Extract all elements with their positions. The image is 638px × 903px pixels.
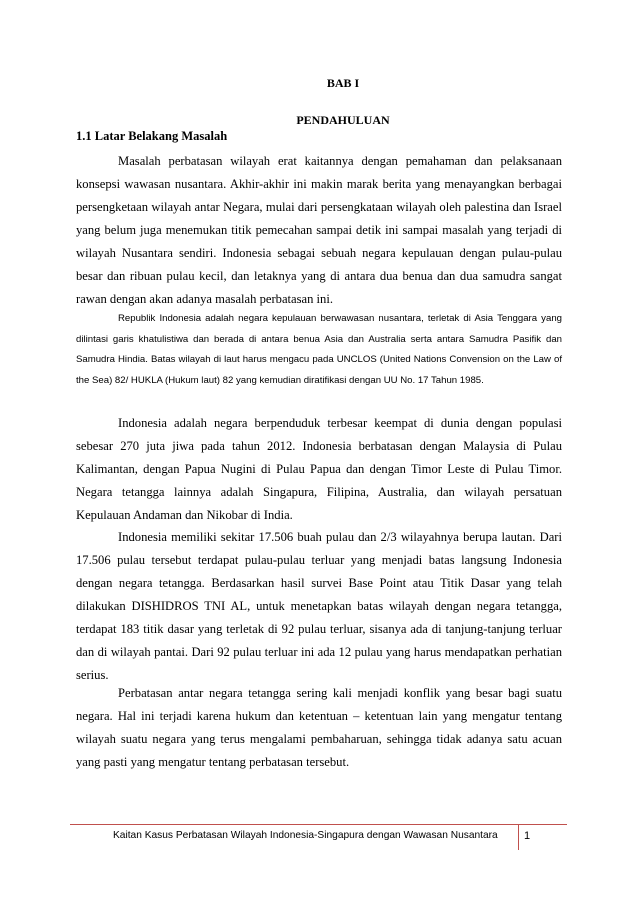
footer-title: Kaitan Kasus Perbatasan Wilayah Indonesia-Singapura dengan Wawasan Nusantara xyxy=(113,830,498,841)
paragraph-4: Indonesia memiliki sekitar 17.506 buah pulau dan 2/3 wilayahnya berupa lautan. Dari 17.506 pulau tersebut terdapat pulau-pulau terluar yang menjadi batas langsung Indonesia dengan negara tetangga. Berdasarkan hasil survei Base Point atau Titik Dasar yang telah dilakukan DISHIDROS TNI AL, untuk menetapkan batas wilayah dengan negara tetangga, terdapat 183 titik dasar yang terletak di 92 pulau terluar, sisanya ada di tanjung-tanjung terluar dan di wilayah pantai. Dari 92 pulau terluar ini ada 12 pulau yang harus mendapatkan perhatian serius. xyxy=(76,530,562,682)
footer-divider xyxy=(518,825,519,850)
paragraph-3: Indonesia adalah negara berpenduduk terbesar keempat di dunia dengan populasi sebesar 270 juta jiwa pada tahun 2012. Indonesia berbatasan dengan Malaysia di Pulau Kalimantan, dengan Papua Nugini di Pulau Papua dan dengan Timor Leste di Pulau Timor. Negara tetangga lainnya adalah Singapura, Filipina, Australia, dan wilayah persatuan Kepulauan Andaman dan Nikobar di India. xyxy=(76,416,562,522)
paragraph-5: Perbatasan antar negara tetangga sering kali menjadi konflik yang besar bagi suatu negara. Hal ini terjadi karena hukum dan ketentuan – ketentuan lain yang mengatur tentang wilayah suatu negara yang terus mengalami pembaharuan, sehingga tidak adanya satu acuan yang pasti yang mengatur tentang perbatasan tersebut. xyxy=(76,686,562,769)
footer-rule xyxy=(70,824,567,825)
paragraph-2: Republik Indonesia adalah negara kepulauan berwawasan nusantara, terletak di Asia Tenggara yang dilintasi garis khatulistiwa dan berada di antara benua Asia dan Australia serta antara Samudra Pasifik dan Samudra Hindia. Batas wilayah di laut harus mengacu pada UNCLOS (United Nations Convension on the Law of the Sea) 82/ HUKLA (Hukum laut) 82 yang kemudian diratifikasi dengan UU No. 17 Tahun 1985. xyxy=(76,313,562,386)
chapter-heading: BAB I xyxy=(326,76,360,90)
chapter-title: PENDAHULUAN xyxy=(296,113,390,127)
page-number: 1 xyxy=(524,830,531,842)
section-title: 1.1 Latar Belakang Masalah xyxy=(76,129,228,143)
paragraph-1: Masalah perbatasan wilayah erat kaitannya dengan pemahaman dan pelaksanaan konsepsi wawasan nusantara. Akhir-akhir ini makin marak berita yang menayangkan berbagai persengketaan wilayah antar Negara, mulai dari persengkataan wilayah oleh palestina dan Israel yang belum juga menemukan titik pemecahan sampai detik ini sampai masalah yang terjadi di wilayah Nusantara sendiri. Indonesia sebagai sebuah negara kepulauan dengan pulau-pulau besar dan ribuan pulau kecil, dan letaknya yang di antara dua benua dan dua samudra sangat rawan dengan akan adanya masalah perbatasan ini. xyxy=(76,154,562,306)
